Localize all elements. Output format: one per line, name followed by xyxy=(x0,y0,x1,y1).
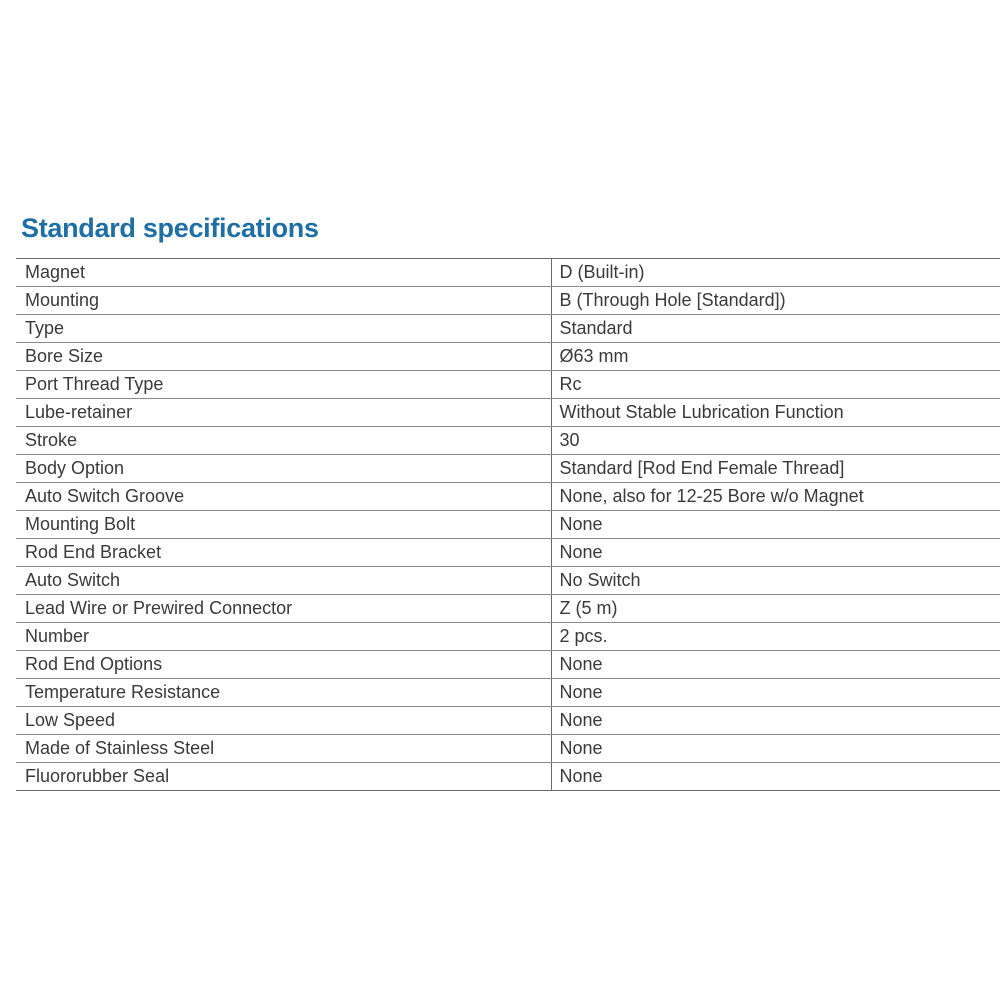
spec-value: D (Built-in) xyxy=(551,259,1000,287)
table-row xyxy=(16,259,1000,287)
spec-label: Mounting xyxy=(16,287,551,315)
spec-label: Temperature Resistance xyxy=(16,679,551,707)
table-row xyxy=(16,287,1000,315)
table-row xyxy=(16,427,1000,455)
spec-value: B (Through Hole [Standard]) xyxy=(551,287,1000,315)
table-row xyxy=(16,315,1000,343)
table-row xyxy=(16,763,1000,791)
table-row xyxy=(16,371,1000,399)
table-row xyxy=(16,567,1000,595)
spec-value: Standard xyxy=(551,315,1000,343)
section-title: Standard specifications xyxy=(21,213,319,243)
table-row xyxy=(16,595,1000,623)
table-row xyxy=(16,511,1000,539)
table-row xyxy=(16,707,1000,735)
spec-value: None xyxy=(551,679,1000,707)
spec-label: Rod End Bracket xyxy=(16,539,551,567)
spec-value: None xyxy=(551,735,1000,763)
spec-value: None xyxy=(551,511,1000,539)
spec-value: Without Stable Lubrication Function xyxy=(551,399,1000,427)
table-row xyxy=(16,399,1000,427)
spec-label: Stroke xyxy=(16,427,551,455)
spec-label: Body Option xyxy=(16,455,551,483)
spec-label: Mounting Bolt xyxy=(16,511,551,539)
table-row xyxy=(16,343,1000,371)
spec-value: Z (5 m) xyxy=(551,595,1000,623)
spec-label: Number xyxy=(16,623,551,651)
spec-label: Port Thread Type xyxy=(16,371,551,399)
spec-value: Ø63 mm xyxy=(551,343,1000,371)
spec-label: Auto Switch Groove xyxy=(16,483,551,511)
spec-value: 2 pcs. xyxy=(551,623,1000,651)
spec-label: Lead Wire or Prewired Connector xyxy=(16,595,551,623)
spec-value: 30 xyxy=(551,427,1000,455)
spec-label: Type xyxy=(16,315,551,343)
spec-label: Fluororubber Seal xyxy=(25,766,170,786)
spec-label: Bore Size xyxy=(16,343,551,371)
spec-label: Auto Switch xyxy=(16,567,551,595)
spec-value: Standard [Rod End Female Thread] xyxy=(551,455,1000,483)
table-row xyxy=(16,735,1000,763)
spec-label: Magnet xyxy=(16,259,551,287)
spec-value: None xyxy=(551,539,1000,567)
spec-table xyxy=(16,258,1000,791)
spec-value: No Switch xyxy=(551,567,1000,595)
spec-value: None xyxy=(551,707,1000,735)
spec-label: Made of Stainless Steel xyxy=(16,735,551,763)
table-row xyxy=(16,679,1000,707)
table-row xyxy=(16,455,1000,483)
table-row xyxy=(16,539,1000,567)
table-row xyxy=(16,623,1000,651)
spec-value: None xyxy=(551,763,1000,791)
spec-value: Rc xyxy=(551,371,1000,399)
spec-label: Lube-retainer xyxy=(16,399,551,427)
spec-value: None xyxy=(551,651,1000,679)
table-row xyxy=(16,483,1000,511)
spec-value: None, also for 12-25 Bore w/o Magnet xyxy=(551,483,1000,511)
spec-label: Low Speed xyxy=(16,707,551,735)
spec-label: Rod End Options xyxy=(16,651,551,679)
table-row xyxy=(16,651,1000,679)
